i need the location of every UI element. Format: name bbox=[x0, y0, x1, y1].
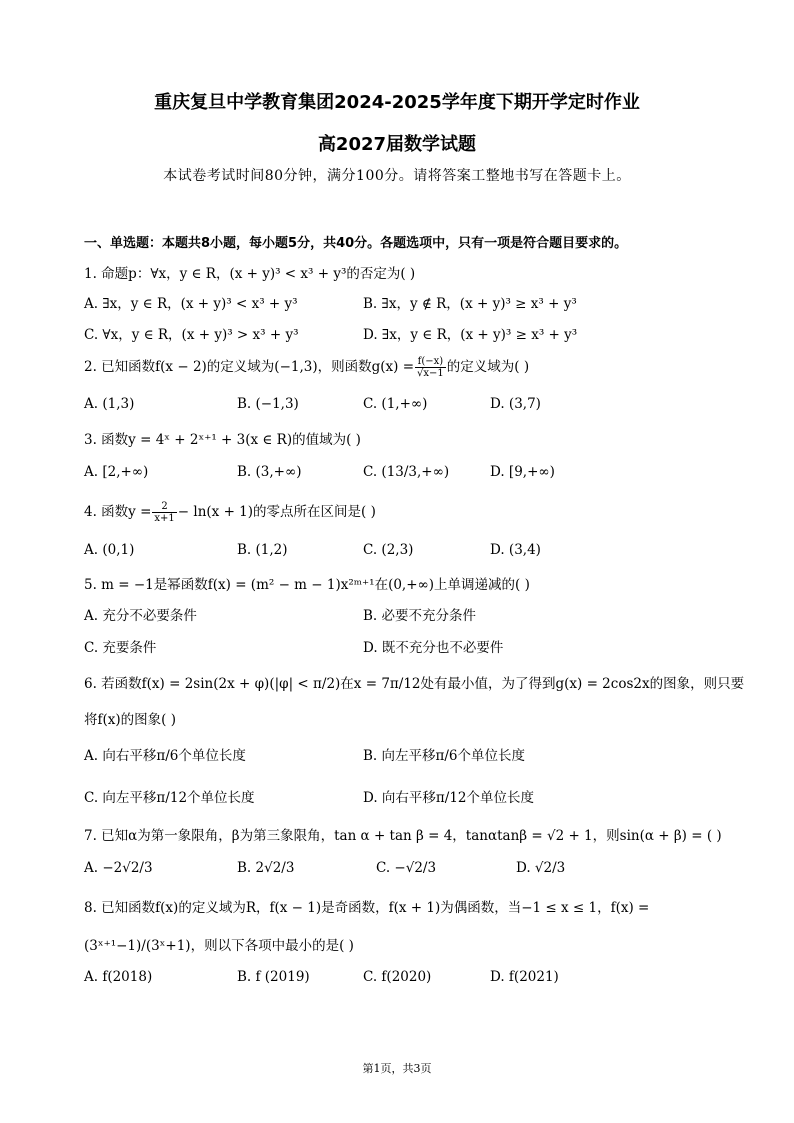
section-heading: 一、单选题：本题共8小题，每小题5分，共40分。各题选项中，只有一项是符合题目要求的。 bbox=[84, 236, 628, 251]
q1-option-d: D. ∃x，y ∈ R，(x + y)³ ≥ x³ + y³ bbox=[363, 327, 578, 343]
page-subtitle: 高2027届数学试题 bbox=[317, 134, 477, 155]
q7-option-a: A. −2√2/3 bbox=[84, 860, 153, 876]
q6-option-d: D. 向右平移π/12个单位长度 bbox=[363, 790, 535, 806]
q2-option-b: B. (−1,3) bbox=[237, 396, 299, 412]
page-title: 重庆复旦中学教育集团2024-2025学年度下期开学定时作业 bbox=[154, 92, 640, 113]
q2-frac-denominator: √x−1 bbox=[417, 368, 444, 379]
q3-option-c: C. (13/3,+∞) bbox=[363, 464, 450, 480]
q8-option-d: D. f(2021) bbox=[490, 969, 559, 985]
exam-instructions: 本试卷考试时间80分钟，满分100分。请将答案工整地书写在答题卡上。 bbox=[163, 168, 631, 184]
q4-option-c: C. (2,3) bbox=[363, 542, 414, 558]
question-2-stem bbox=[84, 355, 529, 379]
q2-stem-part-a: 2. 已知函数f(x − 2)的定义域为(−1,3)，则函数g(x) = bbox=[84, 359, 415, 375]
q6-option-b: B. 向左平移π/6个单位长度 bbox=[363, 748, 526, 764]
q5-option-d: D. 既不充分也不必要件 bbox=[363, 640, 504, 656]
question-1-stem: 1. 命题p：∀x，y ∈ R，(x + y)³ < x³ + y³的否定为( ) bbox=[84, 266, 416, 282]
q6-option-c: C. 向左平移π/12个单位长度 bbox=[84, 790, 255, 806]
question-6-stem: 6. 若函数f(x) = 2sin(2x + φ)(|φ| < π/2)在x = 7π/12处有最小值，为了得到g(x) = 2cos2x的图象，则只要 bbox=[84, 676, 745, 692]
q7-option-c: C. −√2/3 bbox=[376, 860, 437, 876]
question-7-stem: 7. 已知α为第一象限角，β为第三象限角，tan α + tan β = 4，tanαtanβ = √2 + 1，则sin(α + β) = ( ) bbox=[84, 828, 722, 844]
q5-option-a: A. 充分不必要条件 bbox=[84, 608, 197, 624]
q7-option-b: B. 2√2/3 bbox=[237, 860, 295, 876]
q6-option-a: A. 向右平移π/6个单位长度 bbox=[84, 748, 246, 764]
question-3-stem: 3. 函数y = 4ˣ + 2ˣ⁺¹ + 3(x ∈ R)的值域为( ) bbox=[84, 432, 361, 448]
q4-fraction bbox=[152, 501, 176, 524]
page-number: 第1页，共3页 bbox=[362, 1062, 432, 1075]
q3-option-b: B. (3,+∞) bbox=[237, 464, 302, 480]
q2-stem-part-b: 的定义域为( ) bbox=[446, 359, 530, 375]
q2-fraction bbox=[415, 356, 446, 379]
question-8-stem: 8. 已知函数f(x)的定义域为R，f(x − 1)是奇函数，f(x + 1)为偶函数，当−1 ≤ x ≤ 1，f(x) = bbox=[84, 900, 650, 916]
question-6-stem-line2: 将f(x)的图象( ) bbox=[84, 712, 176, 728]
q4-option-a: A. (0,1) bbox=[84, 542, 135, 558]
q8-option-c: C. f(2020) bbox=[363, 969, 432, 985]
q1-option-b: B. ∃x，y ∉ R，(x + y)³ ≥ x³ + y³ bbox=[363, 296, 577, 312]
q5-option-c: C. 充要条件 bbox=[84, 640, 157, 656]
q7-option-d: D. √2/3 bbox=[516, 860, 566, 876]
q8-option-b: B. f (2019) bbox=[237, 969, 310, 985]
q5-option-b: B. 必要不充分条件 bbox=[363, 608, 477, 624]
q4-option-d: D. (3,4) bbox=[490, 542, 541, 558]
q2-option-a: A. (1,3) bbox=[84, 396, 135, 412]
q4-stem-part-a: 4. 函数y = bbox=[84, 504, 152, 520]
q1-option-c: C. ∀x，y ∈ R，(x + y)³ > x³ + y³ bbox=[84, 327, 299, 343]
q4-frac-numerator: 2 bbox=[152, 501, 176, 513]
q2-option-c: C. (1,+∞) bbox=[363, 396, 428, 412]
question-8-stem-line2: (3ˣ⁺¹−1)/(3ˣ+1)，则以下各项中最小的是( ) bbox=[84, 938, 354, 954]
question-4-stem bbox=[84, 500, 376, 524]
q1-option-a: A. ∃x，y ∈ R，(x + y)³ < x³ + y³ bbox=[84, 296, 298, 312]
q4-stem-part-b: − ln(x + 1)的零点所在区间是( ) bbox=[177, 504, 376, 520]
q2-frac-numerator: f(−x) bbox=[415, 356, 446, 368]
question-5-stem: 5. m = −1是幂函数f(x) = (m² − m − 1)x²ᵐ⁺¹在(0,+∞)上单调递减的( ) bbox=[84, 577, 530, 593]
q8-option-a: A. f(2018) bbox=[84, 969, 153, 985]
q3-option-d: D. [9,+∞) bbox=[490, 464, 555, 480]
q4-option-b: B. (1,2) bbox=[237, 542, 288, 558]
q2-option-d: D. (3,7) bbox=[490, 396, 541, 412]
q4-frac-denominator: x+1 bbox=[154, 513, 175, 524]
q3-option-a: A. [2,+∞) bbox=[84, 464, 149, 480]
